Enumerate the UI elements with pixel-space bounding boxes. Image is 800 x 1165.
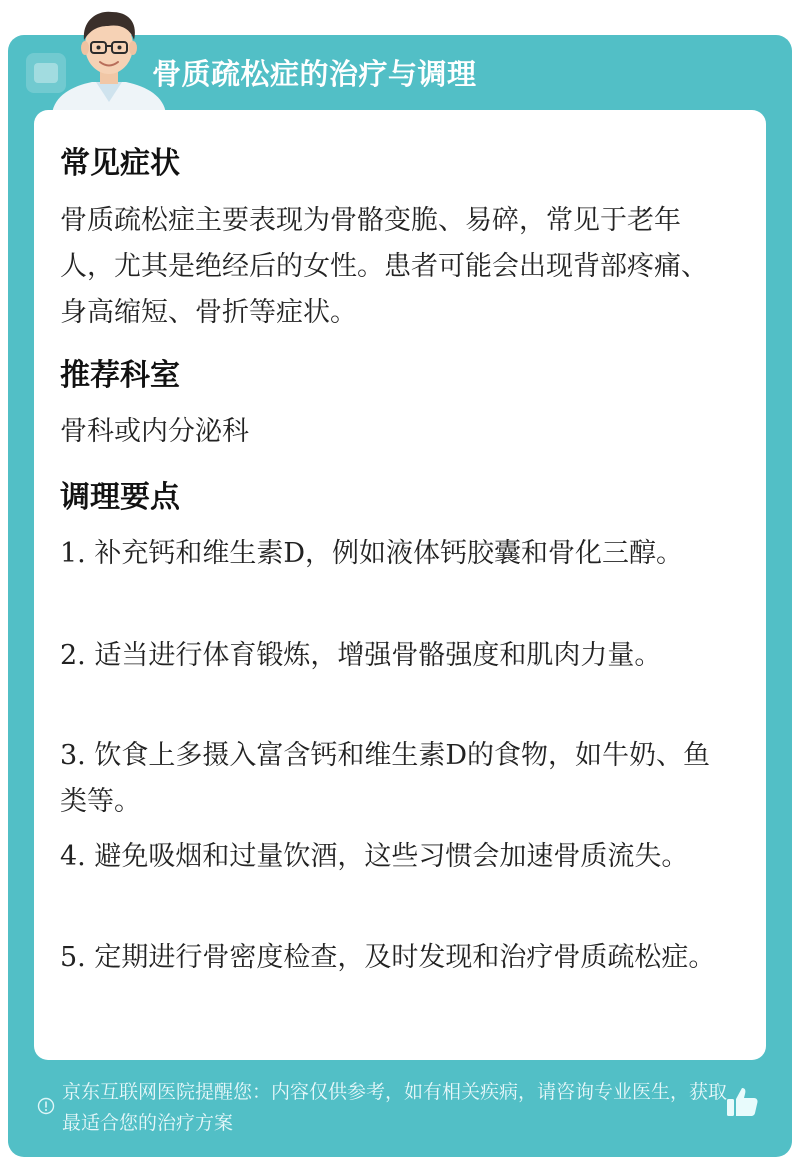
care-heading: 调理要点 (60, 480, 180, 515)
department-heading: 推荐科室 (60, 358, 180, 393)
thumbs-up-icon[interactable] (724, 1084, 760, 1120)
care-item: 3. 饮食上多摄入富含钙和维生素D的食物，如牛奶、鱼类等。 (60, 740, 710, 817)
page-title: 骨质疏松症的治疗与调理 (152, 57, 477, 91)
department-text: 骨科或内分泌科 (60, 416, 249, 447)
care-item: 4. 避免吸烟和过量饮酒，这些习惯会加速骨质流失。 (60, 841, 689, 872)
care-item: 1. 补充钙和维生素D，例如液体钙胶囊和骨化三醇。 (60, 538, 683, 569)
symptoms-heading: 常见症状 (60, 146, 180, 181)
care-item: 2. 适当进行体育锻炼，增强骨骼强度和肌肉力量。 (60, 640, 662, 671)
care-item: 5. 定期进行骨密度检查，及时发现和治疗骨质疏松症。 (60, 942, 716, 973)
info-icon (37, 1097, 55, 1115)
symptoms-text: 骨质疏松症主要表现为骨骼变脆、易碎，常见于老年人，尤其是绝经后的女性。患者可能会出现背部疼痛、身高缩短、骨折等症状。 (60, 205, 708, 328)
disclaimer-text: 京东互联网医院提醒您：内容仅供参考，如有相关疾病，请咨询专业医生，获取最适合您的治疗方案 (62, 1081, 728, 1134)
